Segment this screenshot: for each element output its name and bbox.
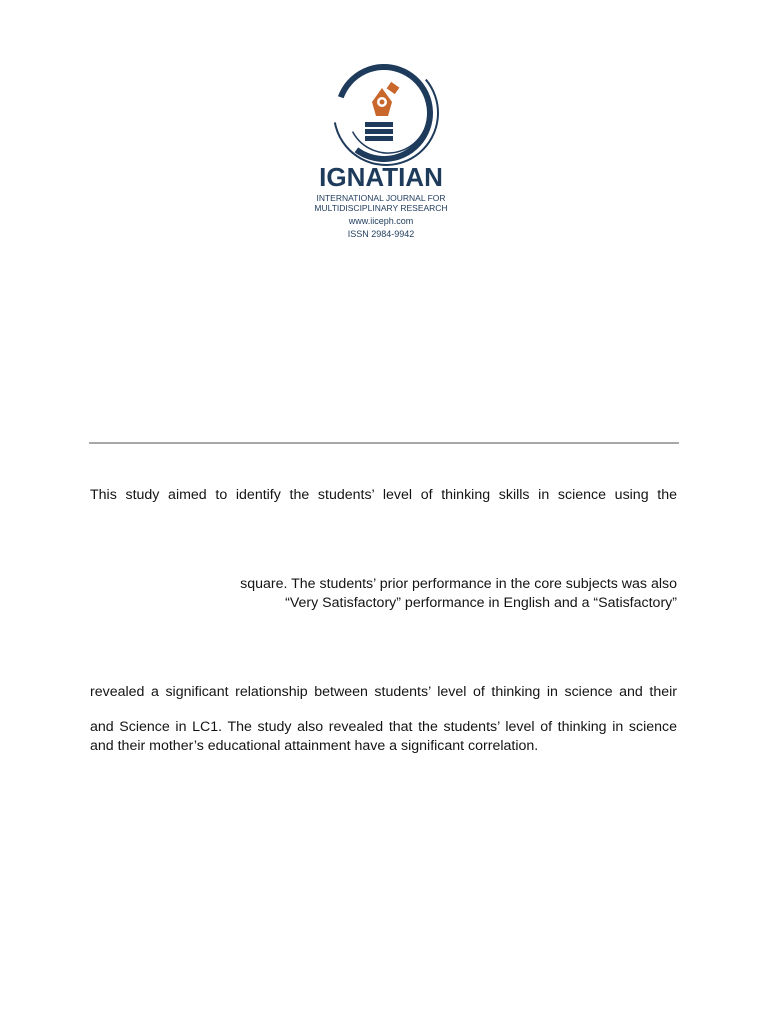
abstract-line-6: and their mother’s educational attainment have a significant correlation. (90, 738, 539, 754)
abstract-line-5: and Science in LC1. The study also revealed that the students’ level of thinking in science (90, 719, 677, 735)
journal-subtitle (310, 193, 452, 213)
journal-subtitle-line2: MULTIDISCIPLINARY RESEARCH (314, 203, 448, 213)
section-divider (89, 442, 679, 444)
abstract-line-4: revealed a significant relationship between students’ level of thinking in science and their (90, 684, 677, 700)
journal-logo (310, 50, 460, 246)
journal-url: www.iiceph.com (348, 216, 414, 226)
abstract-line-3: “Very Satisfactory” performance in English and a “Satisfactory” (285, 595, 677, 611)
journal-emblem-icon (332, 58, 442, 168)
journal-issn: ISSN 2984-9942 (347, 229, 415, 239)
abstract-line-1: This study aimed to identify the students’ level of thinking skills in science using the (90, 487, 677, 503)
journal-subtitle-line1: INTERNATIONAL JOURNAL FOR (316, 193, 446, 203)
abstract-line-2: square. The students’ prior performance in the core subjects was also (240, 576, 677, 592)
journal-title: IGNATIAN (319, 162, 443, 192)
